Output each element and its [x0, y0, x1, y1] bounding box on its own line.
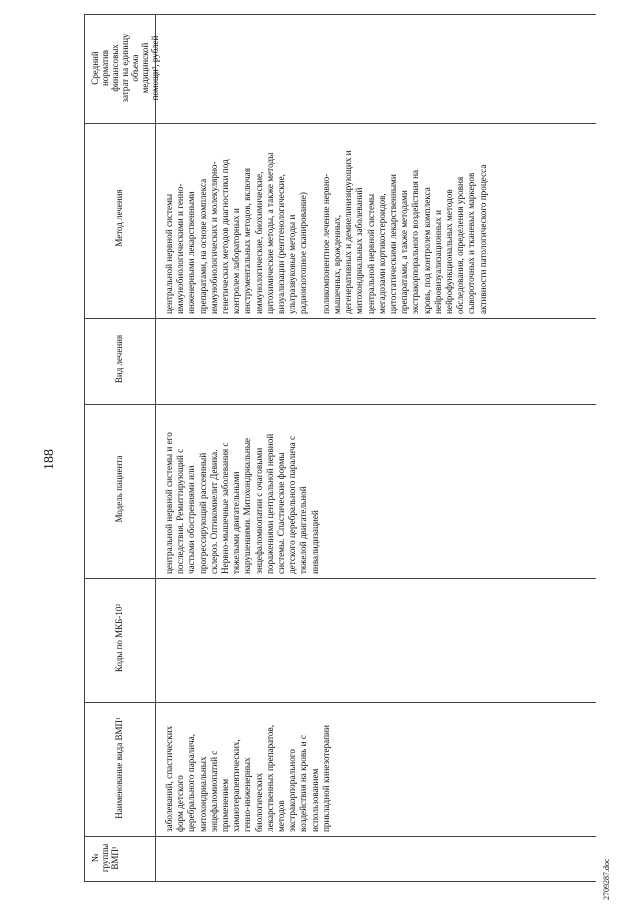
col-sep-6 — [84, 836, 596, 837]
text-line: нейрофункциональных методов — [444, 189, 455, 314]
text-line: прикладной кинезотерапии — [320, 725, 331, 832]
col-sep-5 — [84, 702, 596, 703]
text-line: тяжелой двигательной — [298, 486, 309, 574]
text-line: биологических — [253, 773, 264, 832]
text-line: применением — [220, 778, 231, 832]
text-line: дегенеративных и демиелинизирующих и — [343, 150, 354, 314]
text-line: кровь, под контролем комплекса — [421, 187, 432, 314]
text-line: инженерными лекарственными — [186, 191, 197, 314]
text-line: сывороточных и тканевых маркеров — [466, 172, 477, 314]
text-line: визуализации (рентгенологические, — [276, 174, 287, 314]
header-treatment-method: Метод лечения — [114, 189, 124, 247]
header-avg-cost — [90, 16, 160, 120]
text-line: мегадозами кортикостероидов, — [376, 193, 387, 314]
text-line: инструментальных методов, включая — [242, 168, 253, 314]
text-line: форм детского — [175, 775, 186, 832]
text-line: препаратами, на основе комплекса — [197, 178, 208, 314]
text-line: центральной нервной системы — [365, 193, 376, 314]
text-line: контролем лабораторных и — [231, 208, 242, 314]
col-sep-4 — [84, 578, 596, 579]
text-line: частыми обострениями или — [186, 465, 197, 574]
header-group-no-line: группы — [100, 843, 110, 873]
text-line: нарушениями. Митохондриальные — [242, 438, 253, 574]
text-line: цитохимические методы, а также методы — [264, 152, 275, 314]
text-line: церебрального паралича, — [186, 733, 197, 832]
header-treatment-type: Вид лечения — [114, 334, 124, 384]
page-number: 188 — [42, 449, 57, 470]
text-line: обследования, определения уровня — [455, 176, 466, 314]
text-line: иммунобиологических и молекулярно- — [208, 161, 219, 314]
header-avg-cost-line: объема — [130, 54, 140, 82]
cell-treatment-method — [164, 150, 489, 314]
text-line: химиотерапевтических, — [231, 739, 242, 832]
text-line: препаратами, а также методами — [399, 190, 410, 314]
col-sep-1 — [84, 123, 596, 124]
text-line: энцефаломиопатий с — [208, 750, 219, 832]
text-line: иммунобиологическими и генно- — [175, 183, 186, 314]
text-line: инвалидизацией — [309, 510, 320, 574]
text-line: генно-инженерных — [242, 757, 253, 832]
header-avg-cost-line: норматив — [100, 49, 110, 87]
text-line: тяжелыми двигательными — [231, 471, 242, 574]
text-line: центральной нервной системы — [164, 193, 174, 314]
footer-doc-id: 2709287.doc — [602, 858, 611, 900]
paragraph-gap — [310, 150, 321, 314]
text-line: центральной нервной системы и его — [164, 432, 174, 574]
text-line: экстракорпорального воздействия на — [410, 169, 421, 314]
header-vmp-name: Наименование вида ВМП¹ — [114, 717, 124, 819]
text-line: энцефаломиопатии с очаговыми — [253, 447, 264, 574]
header-avg-cost-line: финансовых — [110, 44, 120, 92]
text-line: поликомпонентное лечение нервно- — [320, 173, 331, 314]
col-sep-3 — [84, 404, 596, 405]
text-line: склероз. Оптикомиелит Девика. — [208, 449, 219, 574]
table-border-right — [84, 14, 596, 15]
text-line: иммунологические, биохимические, — [253, 171, 264, 314]
header-avg-cost-line: медицинской — [140, 42, 150, 94]
text-line: детского церебрального паралича с — [287, 435, 298, 574]
header-avg-cost-line: помощи³, рублей — [150, 35, 160, 101]
text-line: лекарственных препаратов, — [264, 724, 275, 832]
header-avg-cost-line: Средний — [90, 51, 100, 85]
header-row-border — [155, 14, 156, 882]
text-line: последствия. Ремиттирующий с — [175, 448, 186, 574]
text-line: цитостатическими лекарственными — [388, 174, 399, 314]
cell-vmp-name — [164, 725, 332, 832]
text-line: нейровизуализационных и — [432, 210, 443, 314]
text-line: активности патологического процесса — [477, 164, 488, 314]
header-icd-codes: Коды по МКБ-10² — [114, 603, 124, 673]
text-line: Нервно-мышечные заболевания с — [220, 442, 231, 574]
text-line: системы. Спастические формы — [276, 452, 287, 574]
header-group-no-line: ВМП¹ — [110, 846, 120, 870]
text-line: использованием — [309, 768, 320, 832]
text-line: методов — [276, 800, 287, 832]
text-line: мышечных, врожденных, — [332, 214, 343, 314]
header-group-no — [90, 838, 120, 878]
text-line: поражениями центральной нервной — [264, 433, 275, 574]
header-avg-cost-line: затрат на единицу — [120, 33, 130, 103]
text-line: прогрессирующий рассеянный — [197, 452, 208, 574]
text-line: заболеваний, спастических — [164, 725, 174, 832]
text-line: радиоизотопное сканирование) — [298, 192, 309, 314]
table-top-border — [84, 14, 85, 882]
header-patient-model: Модель пациента — [114, 455, 124, 523]
text-line: митохондриальных заболеваний — [354, 187, 365, 314]
text-line: экстракорпорального — [287, 749, 298, 832]
header-group-no-line: № — [90, 853, 100, 863]
col-sep-2 — [84, 318, 596, 319]
text-line: митохондриальных — [197, 756, 208, 832]
text-line: генетических методов диагностики под — [220, 159, 231, 314]
text-line: воздействия на кровь и с — [298, 735, 309, 832]
table-border-left — [84, 881, 596, 882]
text-line: ультразвуковые методы и — [287, 214, 298, 314]
cell-patient-model — [164, 432, 321, 574]
